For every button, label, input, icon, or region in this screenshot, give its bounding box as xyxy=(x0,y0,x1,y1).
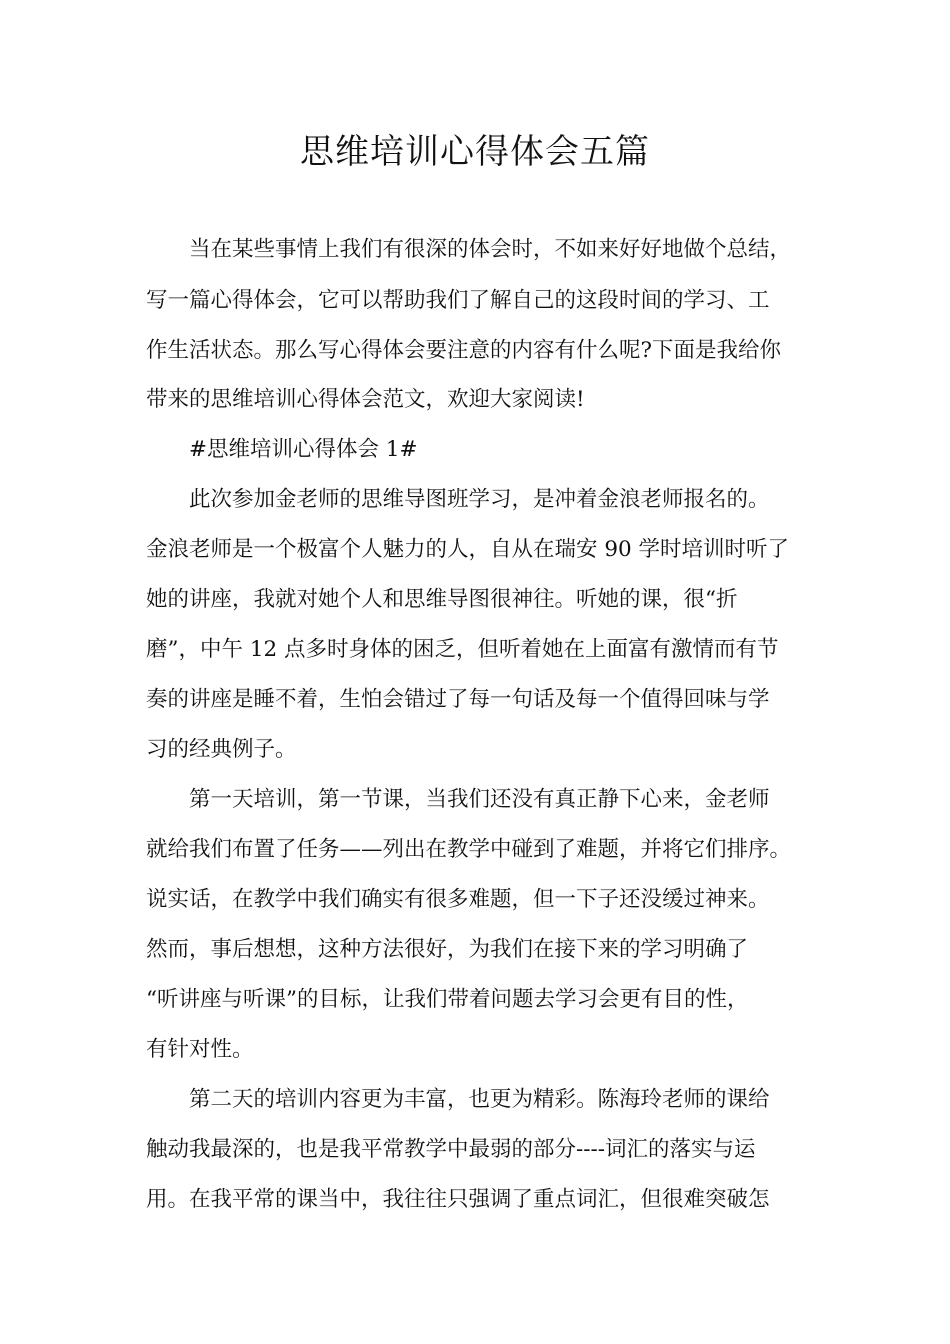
body-line: 有针对性。 xyxy=(146,1037,254,1062)
body-line: 说实话，在教学中我们确实有很多难题，但一下子还没缓过神来。 xyxy=(146,887,770,912)
body-line: 她的讲座，我就对她个人和思维导图很神往。听她的课，很“折 xyxy=(146,587,738,612)
section-heading: #思维培训心得体会 1# xyxy=(146,437,418,462)
document-title: 思维培训心得体会五篇 xyxy=(300,132,650,172)
body-line: 金浪老师是一个极富个人魅力的人，自从在瑞安 90 学时培训时听了 xyxy=(146,537,790,562)
body-line: 当在某些事情上我们有很深的体会时，不如来好好地做个总结， xyxy=(146,237,792,262)
body-line: 此次参加金老师的思维导图班学习，是冲着金浪老师报名的。 xyxy=(146,487,770,512)
body-line: “听讲座与听课”的目标，让我们带着问题去学习会更有目的性， xyxy=(146,987,749,1012)
body-line: 带来的思维培训心得体会范文，欢迎大家阅读! xyxy=(146,387,585,412)
body-line: 第二天的培训内容更为丰富，也更为精彩。陈海玲老师的课给 xyxy=(146,1087,770,1112)
body-line: 第一天培训，第一节课，当我们还没有真正静下心来，金老师 xyxy=(146,787,770,812)
body-line: 作生活状态。那么写心得体会要注意的内容有什么呢?下面是我给你 xyxy=(146,338,782,363)
body-line: 用。在我平常的课当中，我往往只强调了重点词汇，但很难突破怎 xyxy=(146,1187,770,1212)
body-line: 写一篇心得体会，它可以帮助我们了解自己的这段时间的学习、工 xyxy=(146,288,770,313)
body-line: 磨”，中午 12 点多时身体的困乏，但听着她在上面富有激情而有节 xyxy=(146,637,779,662)
body-line: 就给我们布置了任务——列出在教学中碰到了难题，并将它们排序。 xyxy=(146,837,792,862)
body-line: 奏的讲座是睡不着，生怕会错过了每一句话及每一个值得回味与学 xyxy=(146,687,770,712)
body-line: 触动我最深的，也是我平常教学中最弱的部分----词汇的落实与运 xyxy=(146,1137,756,1162)
body-line: 习的经典例子。 xyxy=(146,737,297,762)
body-line: 然而，事后想想，这种方法很好，为我们在接下来的学习明确了 xyxy=(146,937,749,962)
